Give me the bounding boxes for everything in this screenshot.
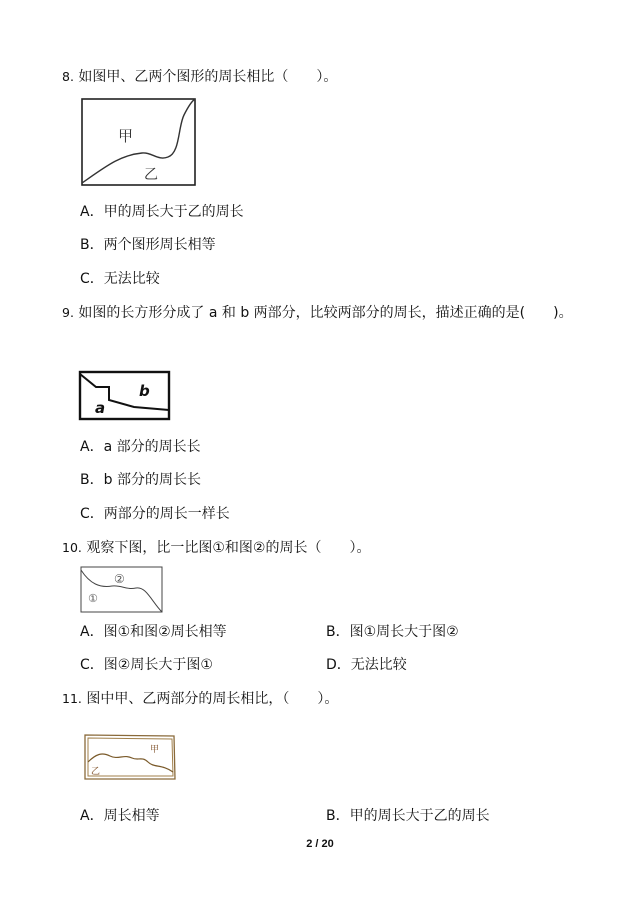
question-text: 观察下图，比一比图①和图②的周长（ ）。 xyxy=(86,540,371,556)
option-9c[interactable]: C．两部分的周长一样长 xyxy=(80,506,230,522)
label-yi: 乙 xyxy=(91,767,101,777)
option-9a[interactable]: A．a 部分的周长长 xyxy=(80,439,201,455)
option-8a[interactable]: A．甲的周长大于乙的周长 xyxy=(80,204,244,220)
question-number: 10. xyxy=(62,540,82,555)
question-text: 如图的长方形分成了 a 和 b 两部分，比较两部分的周长，描述正确的是( )。 xyxy=(78,305,573,321)
label-a: a xyxy=(95,399,106,417)
question-text: 如图甲、乙两个图形的周长相比（ ）。 xyxy=(78,69,338,85)
question-8 xyxy=(62,67,337,87)
option-10a[interactable]: A．图①和图②周长相等 xyxy=(80,624,227,640)
label-jia: 甲 xyxy=(150,745,160,755)
option-8b[interactable]: B．两个图形周长相等 xyxy=(80,237,216,253)
question-number: 8. xyxy=(62,69,74,84)
option-10c[interactable]: C．图②周长大于图① xyxy=(80,657,213,673)
option-9b[interactable]: B．b 部分的周长长 xyxy=(80,472,201,488)
option-10d[interactable]: D．无法比较 xyxy=(326,657,407,673)
option-11a[interactable]: A．周长相等 xyxy=(80,808,160,824)
option-10b[interactable]: B．图①周长大于图② xyxy=(326,624,459,640)
question-9 xyxy=(62,303,573,323)
label-yi: 乙 xyxy=(144,167,158,183)
question-text: 图中甲、乙两部分的周长相比，（ ）。 xyxy=(86,691,339,707)
figure-9-rectangle xyxy=(78,370,172,422)
figure-11-rectangle xyxy=(82,732,178,782)
label-jia: 甲 xyxy=(118,127,134,145)
label-b: b xyxy=(139,382,150,400)
figure-8-rectangle xyxy=(80,97,198,187)
option-11b[interactable]: B．甲的周长大于乙的周长 xyxy=(326,808,490,824)
page-number: 2 / 20 xyxy=(306,838,334,850)
question-number: 11. xyxy=(62,691,82,706)
figure-10-rectangle xyxy=(80,566,164,614)
question-11 xyxy=(62,689,338,709)
label-circle-1: ① xyxy=(88,592,98,605)
label-circle-2: ② xyxy=(114,572,125,586)
question-number: 9. xyxy=(62,305,74,320)
question-10 xyxy=(62,538,370,558)
option-8c[interactable]: C．无法比较 xyxy=(80,271,160,287)
